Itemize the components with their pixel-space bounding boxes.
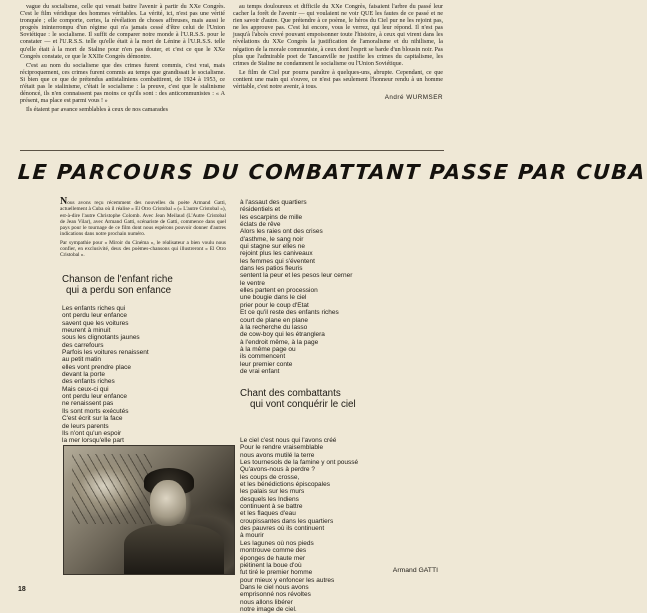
poem1-title [62, 274, 173, 296]
page-number: 18 [18, 586, 26, 593]
poem-line: Les lagunes où nos pieds [240, 539, 314, 547]
poem-line: à la même page ou [240, 345, 296, 353]
top-article-paragraph: vague du socialisme, celle qui venait battre l'avenir à partir du XXe Congrès. C'est le film véridique des hommes véritables. La vérité, ici, n'est pas une vérité tronquée ; elle comporte, certes, la révélation de choses affreuses, mais aussi le progrès ininterrompu d'un régime qui n'a jamais cessé d'être celui de l'Union Soviétique : le socialisme. Il suffit de comparer notre monde à l'U.R.S.S. pour le constater — et l'U.R.S.S. telle qu'elle était à la mort de Lénine à l'U.R.S.S. telle qu'elle était à la mort de Staline pour n'en pas douter, et c'est ce que le XXe Congrès constate, ce que le XXIIe Congrès démontre. [20, 4, 225, 60]
poem1-title-line: Chanson de l'enfant riche [62, 274, 173, 285]
poem-line: elles partent en procession [240, 287, 318, 295]
poem-line: croupissantes dans les quartiers [240, 517, 334, 525]
poem-line: d'asthme, le sang noir [240, 235, 304, 243]
poem-line: une bougie dans le ciel [240, 294, 307, 302]
poem-line: pour mieux y enfoncer les autres [240, 576, 335, 584]
dropcap-letter: N [60, 196, 68, 207]
poem-line: meurent à minuit [62, 327, 111, 335]
poem-line: rejoint plus les caniveaux [240, 250, 313, 258]
top-article-paragraph: Ils étaient par avance semblables à ceux de nos camarades [26, 107, 168, 114]
article-signature: André WURMSER [384, 94, 443, 102]
poem-line: les escarpins de mille [240, 213, 303, 221]
section-divider [20, 150, 444, 151]
poem-line: Pour le rendre vraisemblable [240, 444, 324, 452]
poem-line: Parfois les voitures renaissent [62, 349, 149, 357]
poem-line: notre image de ciel. [240, 605, 297, 613]
poem-line: continuent à se battre [240, 503, 303, 511]
poem1-continuation [240, 199, 445, 375]
poem-line: Qu'avons-nous à perdre ? [240, 466, 315, 474]
poem-line: les coups de crosse, [240, 473, 300, 481]
poem2-title-line: Chant des combattants [240, 388, 341, 399]
poem-line: les femmes qui s'éventent [240, 257, 315, 265]
poem-line: ont perdu leur enfance [62, 393, 128, 401]
poem-line: Ils n'ont qu'un espoir [62, 429, 122, 437]
poem-line: prier pour le coup d'Etat [240, 301, 309, 309]
intro-paragraph: Nous avons reçu récemment des nouvelles du poète Armand Gatti, actuellement à Cuba où il réalise « El Otro Cristobal » (« L'autre Cristobal »), est-à-dire l'autre Christophe Colomb. Avec Jean Meilaud (L'Autre Cristobal de Jean Vilar), avec Armand Gatti, scénariste de Gatti, commence dans quel pays pour le tournage de ce film dont nous espérons pouvoir donner d'autres indications dans notre prochain numéro. [60, 196, 226, 238]
photo-jacket [124, 524, 224, 574]
intro-paragraph: Par sympathie pour « Miroir du Cinéma », le réalisateur a bien voulu nous confier, en exclusivité, deux des poèmes-chansons qui illustreront « El Otro Cristobal ». [60, 239, 226, 259]
poem2-title [240, 388, 356, 410]
poem-line: Et ce qu'il reste des enfants riches [240, 309, 339, 317]
poem-line: sentent la peur et les pesos leur cerner [240, 272, 353, 280]
poem-line: éponges de haute mer [240, 554, 306, 562]
poem-line: résidentiels et [240, 206, 281, 214]
poem-line: des pauvres où ils continuent [240, 525, 325, 533]
poem-line: desquels les Indiens [240, 495, 299, 503]
poem-line: nous avons mutilé la terre [240, 451, 315, 459]
top-article-paragraph: C'est au nom du socialisme que des crimes furent commis, c'est vrai, mais réciproquement, ces crimes furent commis au temps que grandissait le socialisme. Si bien que ce que de prétendus antistaliniens combattirent, de 1924 à 1953, ce n'était pas le stalinisme, c'était le socialisme : la preuve, c'est que le stalinisme dénoncé, ils n'en connaissent pas moins ce qu'ils sont : des anticommunistes : « A présent, ma place est parmi vous ! » [20, 62, 225, 105]
intro-text [60, 196, 226, 261]
poem-line: ils commencent [240, 353, 286, 361]
poem-line: à la recherche du lasso [240, 323, 308, 331]
poem2-text [240, 437, 445, 613]
poem-line: montrouve comme des [240, 547, 307, 555]
poem-line: les palais sur les murs [240, 488, 305, 496]
poem1-text [62, 305, 232, 445]
poem-line: dans les patios fleuris [240, 265, 303, 273]
poem-line: à mourir [240, 532, 264, 540]
poem-line: Ils sont morts exécutés [62, 407, 129, 415]
poem-line: au petit matin [62, 356, 102, 364]
poem-line: Dans le ciel nous avons [240, 583, 309, 591]
poem-line: Le ciel c'est nous qui l'avons créé [240, 437, 337, 444]
poem-line: Alors les raies ont des crises [240, 228, 323, 236]
poem2-title-line: qui vont conquérir le ciel [250, 399, 356, 410]
poem-line: elles vont prendre place [62, 363, 132, 371]
poem-line: la mer lorsqu'elle part [62, 437, 124, 445]
poem-line: Les tournesols de la famine y ont poussé [240, 459, 359, 467]
poem-line: le ventre [240, 279, 265, 287]
poem-line: des enfants riches [62, 378, 115, 386]
top-article-left-column [20, 4, 225, 116]
poem-line: court de plane en plane [240, 316, 308, 324]
poem-line: Les enfants riches qui [62, 305, 126, 312]
poem-line: qui stagne sur elles ne [240, 243, 306, 251]
poem-line: de vrai enfant [240, 367, 280, 375]
poem-line: et les flaques d'eau [240, 510, 296, 518]
poem-line: savent que les voitures [62, 319, 129, 327]
poem-line: ne renaissent pas [62, 400, 114, 408]
poem-line: Mais ceux-ci qui [62, 385, 109, 393]
poem-line: et les bénédictions épiscopales [240, 481, 330, 489]
poem-line: devant la porte [62, 371, 106, 379]
poem-line: de leurs parents [62, 422, 109, 430]
top-article-paragraph: Le film de Ciel pur pourra paraître à quelques-uns, abrupte. Cependant, ce que contient une main qui s'ouvre, ce n'est pas seulement l'honneur rendu à un homme véritable, c'est notre avenir, à tous. [233, 69, 443, 91]
poem-line: à l'assaut des quartiers [240, 199, 307, 206]
poet-photo [63, 445, 235, 575]
poem-line: éclats de rêve [240, 221, 281, 229]
top-article-right-column [233, 4, 443, 101]
poem-line: C'est écrit sur la face [62, 415, 123, 423]
photo-face [150, 480, 186, 526]
top-article-paragraph: au temps douloureux et difficile du XXe Congrès, faisaient l'arbre du passé leur cacher la forêt de l'avenir — qui voulaient ne voir QUE les fautes de ce passé et ne rien savoir d'autre. Que prétendre à ce poème, le héros du Ciel pur ne les rejoint pas, ne les approuve pas. C'est lui encore, vous le verrez, qui leur répond. Il n'est pas jusqu'à l'abcès crevé pouvant empoisonner toute l'histoire, à ceux qui virent dans les révélations du XXe Congrès la justification de l'amoralisme et du nihilisme, la négation de la morale communiste, à ceux dont l'esprit se barde d'un blousin noir. Pas plus que l'admirable poet de Tancanville ne justifie les crimes du capitalisme, les crimes de Staline ne condamnent le socialisme ou l'Union Soviétique. [233, 4, 443, 67]
poem-line: à l'endroit même, à la page [240, 338, 319, 346]
poem-line: fut tiré le premier homme [240, 569, 313, 577]
poem-line: piétinent la boue d'où [240, 561, 302, 569]
poem-line: nous allons libérer [240, 598, 293, 606]
poem-line: des carrefours [62, 341, 104, 349]
poem-line: ont perdu leur enfance [62, 312, 128, 320]
page-headline: LE PARCOURS DU COMBATTANT PASSE PAR CUBA [17, 160, 647, 184]
poem-line: de cow-boy qui les étranglera [240, 331, 325, 339]
poem-author: Armand GATTI [392, 567, 438, 574]
poem-line: leur premier conte [240, 360, 293, 368]
poem-line: sous les clignotants jaunes [62, 334, 140, 342]
poem1-title-line: qui a perdu son enfance [66, 285, 172, 296]
photo-branches [72, 454, 152, 524]
poem-line: emprisonné nos révoltes [240, 591, 311, 599]
